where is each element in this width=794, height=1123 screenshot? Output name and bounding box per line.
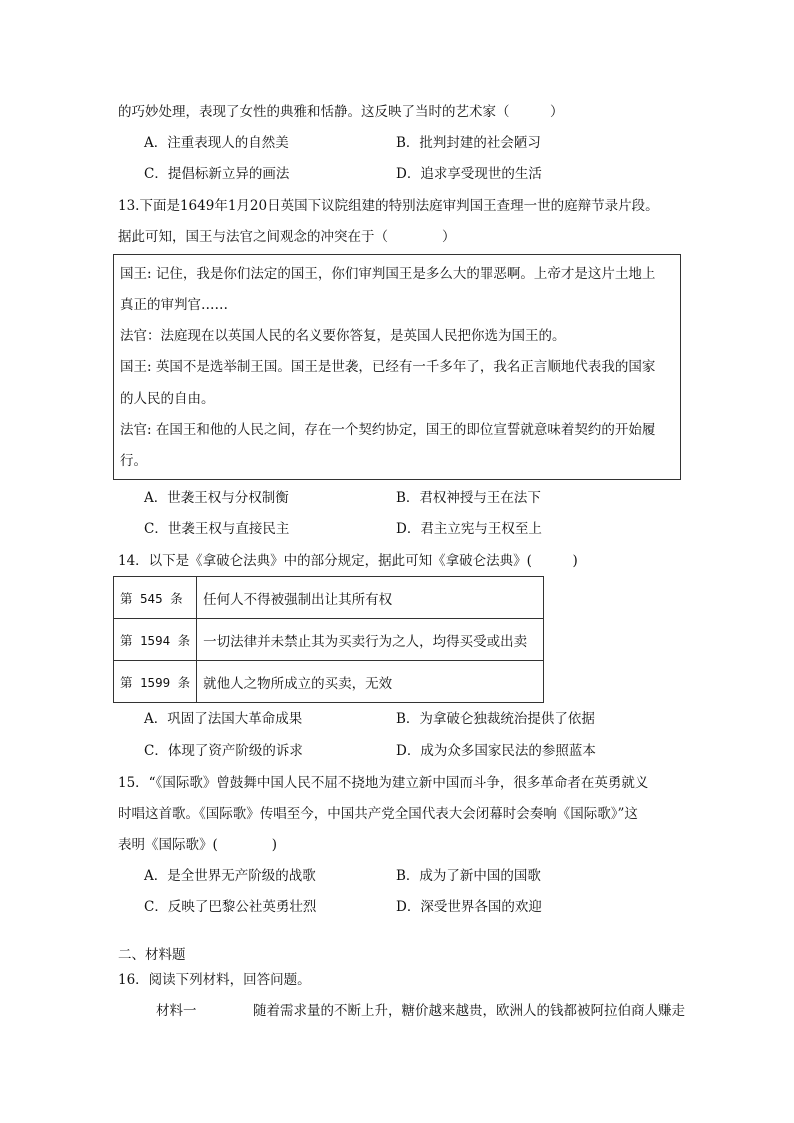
q13-option-d: D．君主立宪与王权至上 bbox=[396, 521, 542, 537]
q13-dialog-box bbox=[113, 254, 681, 480]
q15-stem-line2: 时唱这首歌。《国际歌》传唱至今，中国共产党全国代表大会闭幕时会奏响《国际歌》”这 bbox=[118, 806, 638, 822]
q13-option-b: B．君权神授与王在法下 bbox=[396, 490, 541, 506]
q12-option-a: A．注重表现人的自然美 bbox=[144, 135, 289, 151]
table-row bbox=[114, 619, 544, 661]
material1-text: 随着需求量的不断上升，糖价越来越贵，欧洲人的钱都被阿拉伯商人赚走 bbox=[253, 1003, 685, 1019]
dialog-line: 国王: 英国不是选举制王国。国王是世袭，已经有一千多年了，我名正言顺地代表我的国家 bbox=[120, 359, 656, 375]
dialog-line: 行。 bbox=[120, 453, 147, 469]
q15-option-b: B．成为了新中国的国歌 bbox=[396, 868, 541, 884]
q12-option-b: B．批判封建的社会陋习 bbox=[396, 135, 541, 151]
q13-option-c: C．世袭王权与直接民主 bbox=[144, 521, 290, 537]
q14-option-a: A．巩固了法国大革命成果 bbox=[144, 711, 303, 727]
article-number: 第 1599 条 bbox=[114, 661, 197, 703]
article-number: 第 545 条 bbox=[114, 577, 197, 619]
q16-stem: 16．阅读下列材料，回答问题。 bbox=[118, 972, 311, 988]
q12-option-d: D．追求享受现世的生活 bbox=[396, 166, 542, 182]
dialog-line: 法官: 在国王和他的人民之间，存在一个契约协定，国王的即位宣誓就意味着契约的开始履 bbox=[120, 422, 656, 438]
q15-option-c: C．反映了巴黎公社英勇壮烈 bbox=[144, 899, 317, 915]
q14-stem: 14．以下是《拿破仑法典》中的部分规定，据此可知《拿破仑法典》( ) bbox=[118, 553, 578, 569]
table-row bbox=[114, 661, 544, 703]
q15-option-a: A．是全世界无产阶级的战歌 bbox=[144, 868, 316, 884]
q14-option-d: D．成为众多国家民法的参照蓝本 bbox=[396, 743, 596, 759]
q15-stem-line1: 15．“《国际歌》曾鼓舞中国人民不屈不挠地为建立新中国而斗争，很多革命者在英勇就义 bbox=[118, 775, 649, 791]
article-text: 一切法律并未禁止其为买卖行为之人，均得买受或出卖 bbox=[197, 619, 544, 661]
q13-stem-line2: 据此可知，国王与法官之间观念的冲突在于（ ） bbox=[118, 229, 456, 245]
q15-stem-line3: 表明《国际歌》( ) bbox=[118, 837, 278, 853]
q13-stem-line1: 13.下面是1649年1月20日英国下议院组建的特别法庭审判国王查理一世的庭辩节录片段。 bbox=[118, 198, 659, 214]
dialog-line: 真正的审判官…… bbox=[120, 297, 228, 313]
material1-label: 材料一 bbox=[156, 1003, 197, 1019]
article-text: 就他人之物所成立的买卖，无效 bbox=[197, 661, 544, 703]
dialog-line: 法官：法庭现在以英国人民的名义要你答复，是英国人民把你选为国王的。 bbox=[120, 328, 566, 344]
q12-option-c: C．提倡标新立异的画法 bbox=[144, 166, 290, 182]
table-row bbox=[114, 577, 544, 619]
article-number: 第 1594 条 bbox=[114, 619, 197, 661]
q13-option-a: A．世袭王权与分权制衡 bbox=[144, 490, 289, 506]
q12-stem-tail: 的巧妙处理，表现了女性的典雅和恬静。这反映了当时的艺术家（ ） bbox=[118, 104, 564, 120]
q14-option-c: C．体现了资产阶级的诉求 bbox=[144, 743, 303, 759]
section-heading: 二、材料题 bbox=[118, 947, 186, 963]
dialog-line: 国王: 记住，我是你们法定的国王，你们审判国王是多么大的罪恶啊。上帝才是这片土地上 bbox=[120, 266, 656, 282]
dialog-line: 的人民的自由。 bbox=[120, 391, 215, 407]
q15-option-d: D．深受世界各国的欢迎 bbox=[396, 899, 542, 915]
q14-option-b: B．为拿破仑独裁统治提供了依据 bbox=[396, 711, 595, 727]
napoleonic-code-table bbox=[113, 576, 544, 703]
article-text: 任何人不得被强制出让其所有权 bbox=[197, 577, 544, 619]
